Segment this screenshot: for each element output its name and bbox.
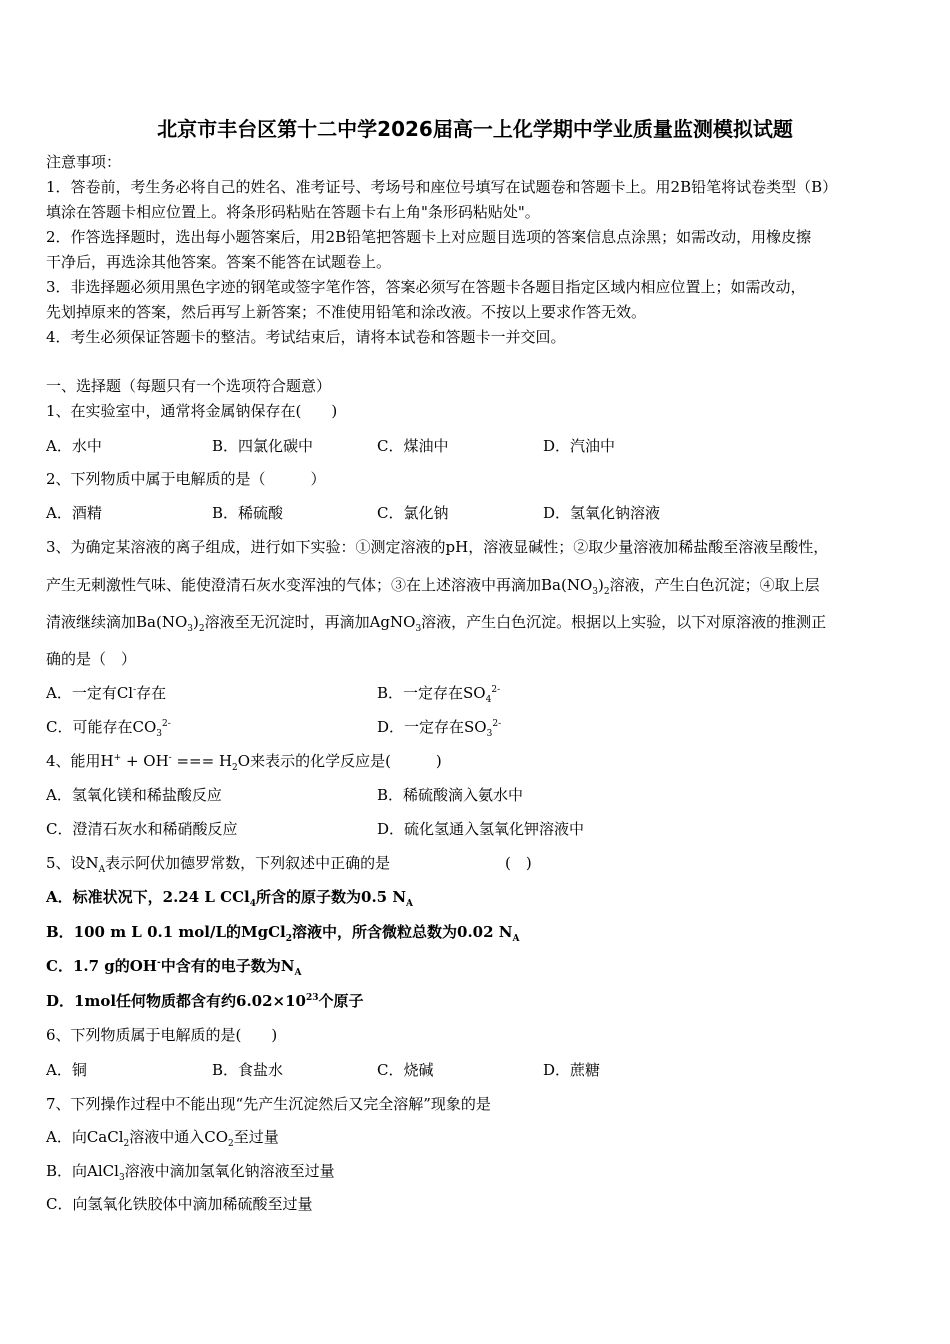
q5-answer-paren: ( ) bbox=[505, 854, 532, 872]
q1-option-a: A．水中 bbox=[46, 437, 102, 455]
q1-option-c: C．煤油中 bbox=[377, 437, 449, 455]
q5-option-d: D．1mol任何物质都含有约$6.02\times 10^{23}$个原子 bbox=[46, 992, 364, 1010]
notice-line: 4．考生必须保证答题卡的整洁。考试结束后，请将本试卷和答题卡一并交回。 bbox=[46, 328, 566, 346]
q7-option-a: A．向CaCl$_2$溶液中通入$CO_2$至过量 bbox=[46, 1128, 279, 1149]
q6-option-b: B．食盐水 bbox=[212, 1061, 284, 1079]
q6-option-c: C．烧碱 bbox=[377, 1061, 434, 1079]
notice-line: 3．非选择题必须用黑色字迹的钢笔或签字笔作答，答案必须写在答题卡各题目指定区域内相应位置上；如需改动， bbox=[46, 278, 806, 296]
q5-option-c: C．1.7 g的OH-中含有的电子数为$N_A$ bbox=[46, 957, 302, 978]
question-3-stem-line: 产生无刺激性气味、能使澄清石灰水变浑浊的气体；③在上述溶液中再滴加$Ba(NO_3)_2$溶液，产生白色沉淀；④取上层 bbox=[46, 576, 820, 597]
notice-line: 先划掉原来的答案，然后再写上新答案；不准使用铅笔和涂改液。不按以上要求作答无效。 bbox=[46, 303, 647, 321]
notice-line: 填涂在答题卡相应位置上。将条形码粘贴在答题卡右上角"条形码粘贴处"。 bbox=[46, 203, 540, 221]
question-1-stem: 1、在实验室中，通常将金属钠保存在( ) bbox=[46, 402, 338, 420]
q2-option-b: B．稀硫酸 bbox=[212, 504, 284, 522]
q3-option-a: A．一定有Cl-存在 bbox=[46, 684, 167, 702]
q6-option-d: D．蔗糖 bbox=[543, 1061, 601, 1079]
page-title: 北京市丰台区第十二中学2026届高一上化学期中学业质量监测模拟试题 bbox=[157, 117, 793, 141]
question-7-stem: 7、下列操作过程中不能出现“先产生沉淀然后又完全溶解”现象的是 bbox=[46, 1095, 491, 1113]
q7-option-b: B．向AlCl$_3$溶液中滴加氢氧化钠溶液至过量 bbox=[46, 1162, 335, 1183]
q2-option-a: A．酒精 bbox=[46, 504, 102, 522]
q4-option-b: B．稀硫酸滴入氨水中 bbox=[377, 786, 524, 804]
question-3-stem-line: 3、为确定某溶液的离子组成，进行如下实验：①测定溶液的pH，溶液显碱性；②取少量溶液加稀盐酸至溶液呈酸性， bbox=[46, 538, 829, 556]
q3-option-d: D．一定存在$SO_3^{2-}$ bbox=[377, 718, 502, 739]
q4-option-a: A．氢氧化镁和稀盐酸反应 bbox=[46, 786, 222, 804]
notice-line: 2．作答选择题时，选出每小题答案后，用2B铅笔把答题卡上对应题目选项的答案信息点涂黑；如需改动，用橡皮擦 bbox=[46, 228, 812, 246]
q2-option-d: D．氢氧化钠溶液 bbox=[543, 504, 661, 522]
question-3-stem-line: 清液继续滴加$Ba(NO_3)_2$溶液至无沉淀时，再滴加AgNO$_3$溶液，产生白色沉淀。根据以上实验，以下对原溶液的推测正 bbox=[46, 613, 827, 634]
q5-option-b: B．100 m L 0.1 mol/L的MgCl$_2$溶液中，所含微粒总数为0.02 $N_A$ bbox=[46, 923, 520, 944]
question-2-stem: 2、下列物质中属于电解质的是（ ） bbox=[46, 470, 326, 488]
q1-option-b: B．四氯化碳中 bbox=[212, 437, 314, 455]
q4-option-c: C．澄清石灰水和稀硝酸反应 bbox=[46, 820, 238, 838]
q3-option-b: B．一定存在$SO_4^{2-}$ bbox=[377, 684, 501, 705]
q2-option-c: C．氯化钠 bbox=[377, 504, 449, 522]
section-heading: 一、选择题（每题只有一个选项符合题意） bbox=[46, 377, 332, 395]
question-3-stem-line: 确的是（ ） bbox=[46, 650, 137, 668]
question-5-stem: 5、设$N_A$表示阿伏加德罗常数，下列叙述中正确的是 bbox=[46, 854, 391, 875]
q1-option-d: D．汽油中 bbox=[543, 437, 616, 455]
q7-option-c: C．向氢氧化铁胶体中滴加稀硫酸至过量 bbox=[46, 1195, 313, 1213]
question-4-stem: 4、能用H+ + OH- === $H_2O$来表示的化学反应是( ) bbox=[46, 752, 442, 773]
q6-option-a: A．铜 bbox=[46, 1061, 87, 1079]
notice-line: 1．答卷前，考生务必将自己的姓名、准考证号、考场号和座位号填写在试题卷和答题卡上。用2B铅笔将试卷类型（B） bbox=[46, 178, 838, 196]
notice-line: 干净后，再选涂其他答案。答案不能答在试题卷上。 bbox=[46, 253, 392, 271]
q4-option-d: D．硫化氢通入氢氧化钾溶液中 bbox=[377, 820, 585, 838]
q5-option-a: A．标准状况下，2.24 L CCl$_4$所含的原子数为0.5 $N_A$ bbox=[46, 888, 414, 909]
notice-heading: 注意事项： bbox=[46, 153, 122, 171]
question-6-stem: 6、下列物质属于电解质的是( ) bbox=[46, 1026, 278, 1044]
q3-option-c: C．可能存在$CO_3^{2-}$ bbox=[46, 718, 171, 739]
